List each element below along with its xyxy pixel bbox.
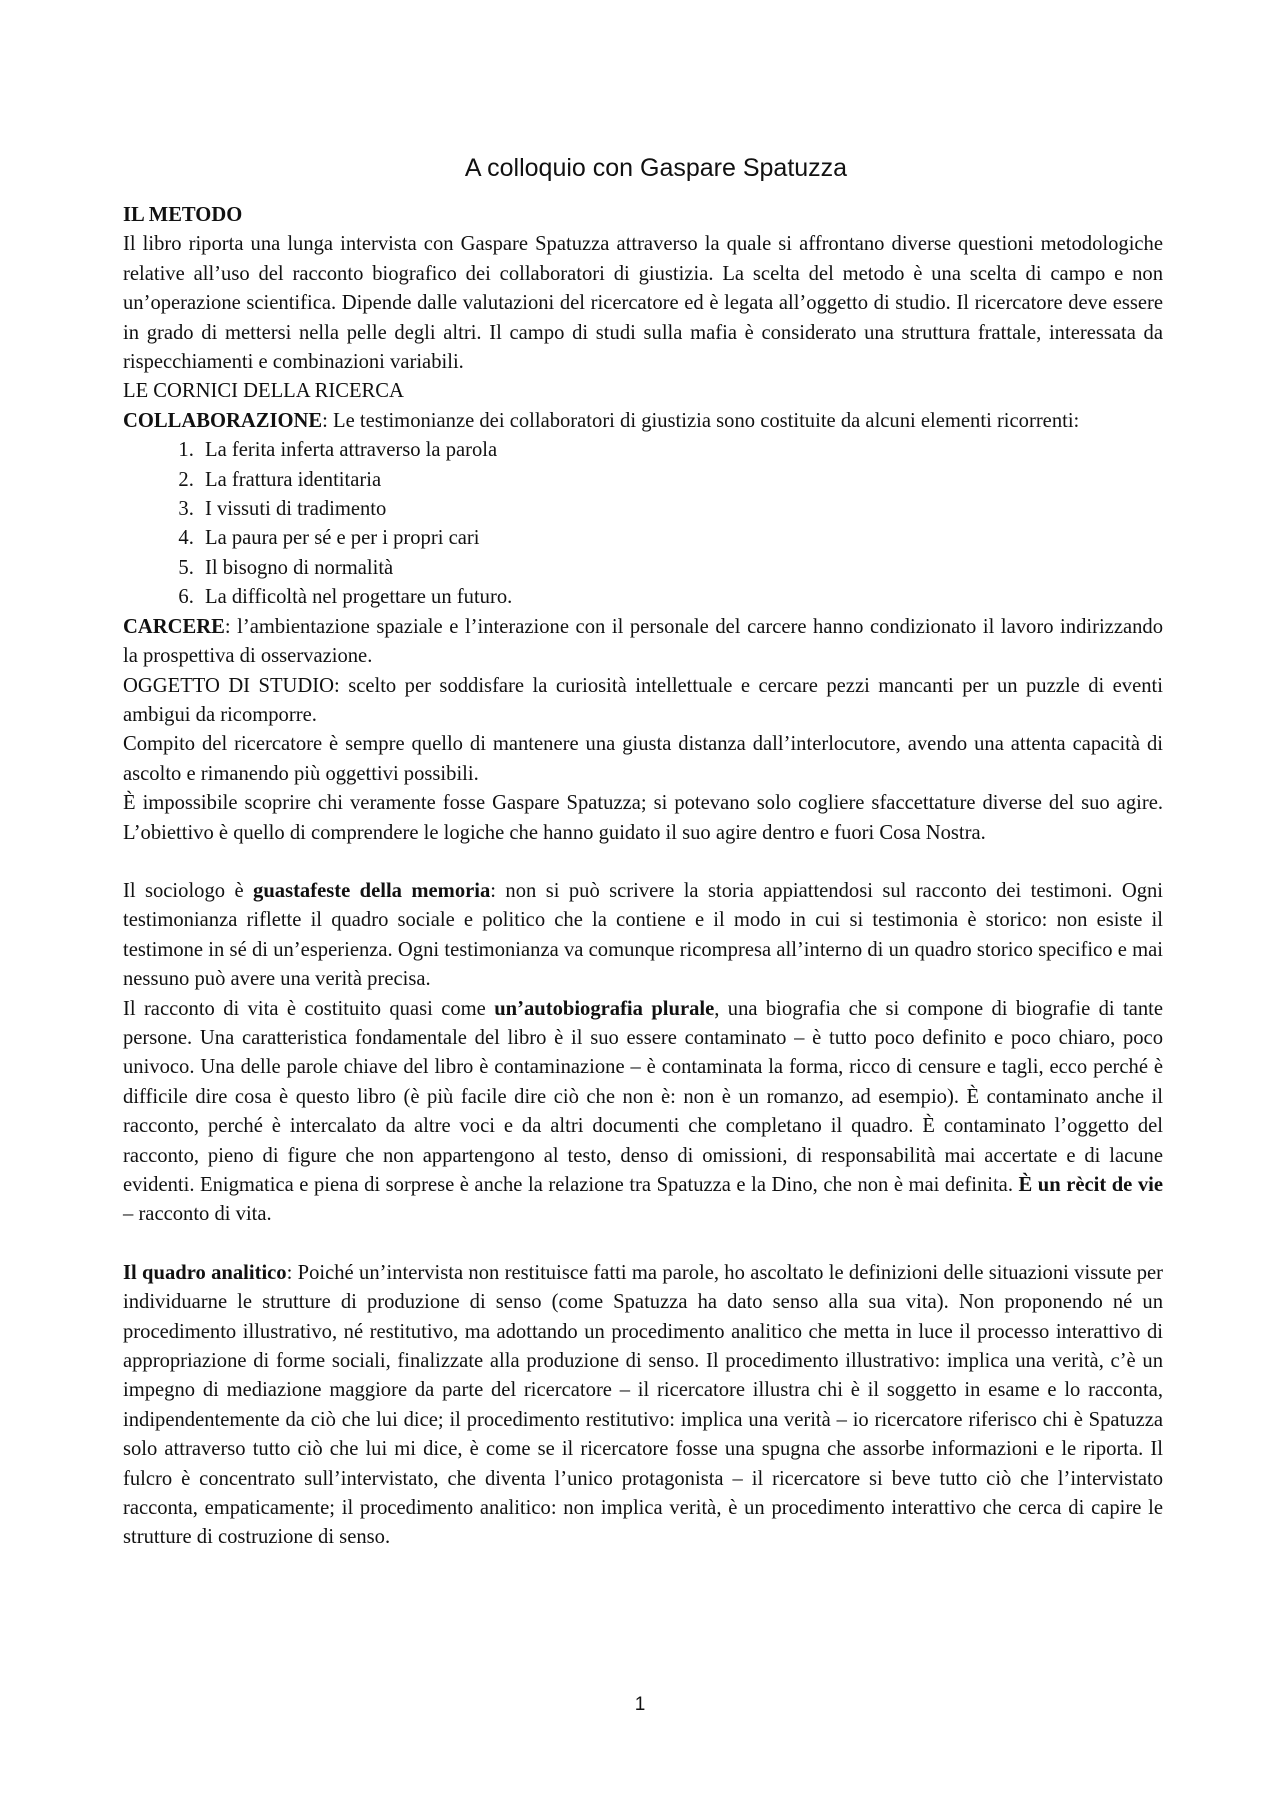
page-number: 1: [634, 1694, 646, 1715]
list-item: 6. La difficoltà nel progettare un futuro.: [199, 583, 1163, 612]
paragraph-spacer: [123, 848, 1163, 877]
list-item: 2. La frattura identitaria: [199, 466, 1163, 495]
list-item: 1. La ferita inferta attraverso la parola: [199, 436, 1163, 465]
text-carcere: : l’ambientazione spaziale e l’interazione con il personale del carcere hanno condizionato il lavoro indirizzando la prospettiva di osservazione.: [123, 615, 1163, 668]
document-body: [123, 151, 1163, 1553]
numbered-list: [123, 436, 1163, 612]
emphasis-recit-de-vie: È un rècit de vie: [1018, 1174, 1163, 1196]
section-heading-metodo: IL METODO: [123, 204, 243, 226]
emphasis-guastafeste: guastafeste della memoria: [253, 879, 491, 902]
text-racconto-pre: Il racconto di vita è costituito quasi come: [123, 997, 495, 1020]
section-heading-cornici: LE CORNICI DELLA RICERCA: [123, 380, 404, 403]
text-sociologo-post: : non si può scrivere la storia appiattendosi sul racconto dei testimoni. Ogni testimonianza riflette il quadro sociale e politico che la contiene e il modo in cui si testimonia è storico: non esiste il testimone in sé di un’esperienza. Ogni testimonianza va comunque ricompresa all’interno di un quadro storico specifico e mai nessuno può avere una verità precisa.: [123, 879, 1164, 991]
emphasis-autobiografia: un’autobiografia plurale: [494, 997, 715, 1020]
paragraph-carcere: [123, 613, 1163, 672]
paragraph-metodo: Il libro riporta una lunga intervista con Gaspare Spatuzza attraverso la quale si affrontano diverse questioni metodologiche relative all’uso del racconto biografico dei collaboratori di giustizia. La scelta del metodo è una scelta di campo e non un’operazione scientifica. Dipende dalle valutazioni del ricercatore ed è legata all’oggetto di studio. Il ricercatore deve essere in grado di mettersi nella pelle degli altri. Il campo di studi sulla mafia è considerato una struttura frattale, interessata da rispecchiamenti e combinazioni variabili.: [123, 233, 1163, 374]
paragraph-sociologo: [123, 877, 1163, 995]
label-carcere: CARCERE: [123, 615, 225, 638]
list-item: 4. La paura per sé e per i propri cari: [199, 524, 1163, 553]
paragraph-oggetto: OGGETTO DI STUDIO: scelto per soddisfare la curiosità intellettuale e cercare pezzi mancanti per un puzzle di eventi ambigui da ricomporre.: [123, 674, 1163, 726]
paragraph-spacer: [123, 1230, 1163, 1259]
paragraph-compito: Compito del ricercatore è sempre quello di mantenere una giusta distanza dall’interlocutore, avendo una attenta capacità di ascolto e rimanendo più oggettivi possibili.: [123, 733, 1163, 785]
text-collaborazione: : Le testimonianze dei collaboratori di giustizia sono costituite da alcuni elementi ricorrenti:: [322, 409, 1080, 432]
text-quadro: : Poiché un’intervista non restituisce fatti ma parole, ho ascoltato le definizioni delle situazioni vissute per individuarne le strutture di produzione di senso (come Spatuzza ha dato senso alla sua vita). Non proponendo né un procedimento illustrativo, né restitutivo, ma adottando un procedimento analitico che metta in luce il processo interattivo di appropriazione di forme sociali, finalizzate alla produzione di senso. Il procedimento illustrativo: implica una verità, c’è un impegno di mediazione maggiore da parte del ricercatore – il ricercatore illustra chi è il soggetto in esame e lo racconta, indipendentemente da ciò che lui dice; il procedimento restitutivo: implica una verità – io ricercatore riferisco chi è Spatuzza solo attraverso tutto ciò che lui mi dice, è come se il ricercatore fosse una spugna che assorbe informazioni e le riporta. Il fulcro è concentrato sull’intervistato, che diventa l’unico protagonista – il ricercatore si beve tutto ciò che l’intervistato racconta, empaticamente; il procedimento analitico: non implica verità, è un procedimento interattivo che cerca di capire le strutture di costruzione di senso.: [123, 1261, 1163, 1549]
paragraph-impossibile: È impossibile scoprire chi veramente fosse Gaspare Spatuzza; si potevano solo cogliere sfaccettature diverse del suo agire. L’obiettivo è quello di comprendere le logiche che hanno guidato il suo agire dentro e fuori Cosa Nostra.: [123, 792, 1163, 844]
paragraph-racconto: [123, 995, 1163, 1230]
text-racconto-end: – racconto di vita.: [123, 1203, 272, 1226]
text-racconto-post: , una biografia che si compone di biografie di tante persone. Una caratteristica fondamentale del libro è il suo essere contaminato – è tutto poco definito e poco chiaro, poco univoco. Una delle parole chiave del libro è contaminazione – è contaminata la forma, ricco di censure e tagli, ecco perché è difficile dire cosa è questo libro (è più facile dire ciò che non è: non è un romanzo, ad esempio). È contaminato anche il racconto, perché è intercalato da altre voci e da altri documenti che completano il quadro. È contaminato l’oggetto del racconto, pieno di figure che non appartengono al testo, denso di omissioni, di responsabilità mai accertate e di lacune evidenti. Enigmatica e piena di sorprese è anche la relazione tra Spatuzza e la Dino, che non è mai definita.: [123, 997, 1164, 1196]
list-item: 5. Il bisogno di normalità: [199, 554, 1163, 583]
paragraph-quadro: [123, 1259, 1163, 1553]
list-item: 3. I vissuti di tradimento: [199, 495, 1163, 524]
paragraph-collaborazione: [123, 407, 1163, 436]
document-title: A colloquio con Gaspare Spatuzza: [464, 154, 848, 182]
text-sociologo-pre: Il sociologo è: [123, 879, 254, 902]
emphasis-quadro-analitico: Il quadro analitico: [123, 1261, 287, 1284]
label-collaborazione: COLLABORAZIONE: [123, 409, 323, 432]
